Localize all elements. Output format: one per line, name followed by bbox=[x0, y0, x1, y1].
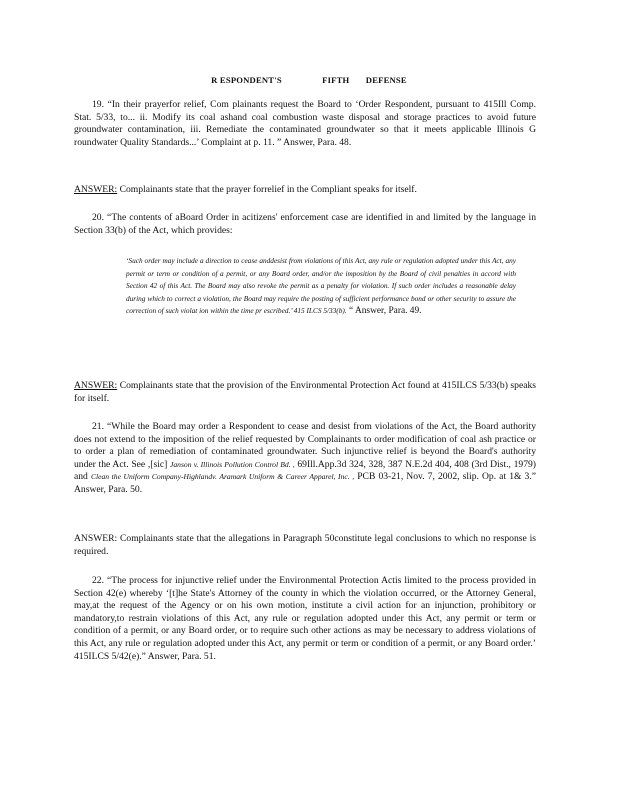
answer-label: ANSWER: bbox=[74, 380, 118, 391]
answer-text: Complainants state that the prayer forrelief in the Compliant speaks for itself. bbox=[117, 184, 417, 195]
case-citation-clean-the-uniform: Clean the Uniform Company-Highlandv. Aramark Uniform & Career Apparel, Inc. , bbox=[90, 472, 355, 482]
section-heading bbox=[0, 75, 618, 85]
paragraph-21-text-c: PCB 03-21, Nov. 7, 2002, slip. Op. at 1& 3.” Answer, Para. 50. bbox=[74, 471, 536, 495]
paragraph-22: 22. “The process for injunctive relief under the Environmental Protection Actis limited to the process provided in Section 42(e) whereby ‘[t]he State's Attorney of the county in which the violation occurred, or the Attorney General, may,at the request of the Agency or on his own motion, institute a civil action for an injunction, prohibitory or mandatory,to restrain violations of this Act, any rule or regulation adopted under this Act, any permit or term or condition of a permit, or any Board order, or to require such other actions as may be necessary to address violations of this Act, any rule or regulation adopted under this Act, any permit or term or condition of a permit, or any Board order.’ 415ILCS 5/42(e).” Answer, Para. 51. bbox=[74, 575, 536, 662]
answer-text: Complainants state that the allegations in Paragraph 50constitute legal conclusions to which no response is required. bbox=[74, 533, 536, 557]
heading-word-defense: DEFENSE bbox=[365, 75, 407, 85]
answer-label-plain: ANSWER: bbox=[74, 533, 118, 544]
block-quote-section-33b bbox=[126, 255, 516, 318]
answer-paragraph-50 bbox=[74, 533, 536, 558]
answer-paragraph-48 bbox=[74, 184, 536, 197]
heading-word-fifth: FIFTH bbox=[322, 75, 350, 85]
answer-paragraph-49 bbox=[74, 380, 536, 405]
quote-text: ‘Such order may include a direction to cease anddesist from violations of this Act, any rule or regulation adopted under this Act, any permit or term or condition of a permit, or any Board order, and/or the imposition by the Board of civil penalties in accord with Section 42 of this Act. The Board may also revoke the permit as a penalty for violation. If such order includes a reasonable delay during which to correct a violation, the Board may require the posting of sufficient performance bond or other security to assure the correction of such violat ion within the time pr escribed.’ 415 ILCS 5/33(b). bbox=[126, 256, 516, 316]
quote-citation: “ Answer, Para. 49. bbox=[346, 306, 422, 317]
paragraph-21 bbox=[74, 421, 536, 497]
paragraph-20: 20. “The contents of aBoard Order in acitizens' enforcement case are identified in and limited by the language in Section 33(b) of the Act, which provides: bbox=[74, 212, 536, 236]
paragraph-21-text-a: 21. “While the Board may order a Respondent to cease and desist from violations of the Act, the Board authority does not extend to the imposition of the relief requested by Complainants to order modification of coal ash practice or to order a plan of remediation of contaminated groundwater. Such injunctive relief is beyond the Board's authority under the Act. See ,[sic] bbox=[74, 421, 536, 470]
answer-text: Complainants state that the provision of the Environmental Protection Act found at 415ILCS 5/33(b) speaks for itself. bbox=[74, 380, 536, 404]
answer-label: ANSWER: bbox=[74, 184, 118, 195]
heading-word-respondents: R ESPONDENT'S bbox=[211, 75, 282, 85]
paragraph-21-text-b: 69Ill.App.3d 324, 328, 387 N.E.2d 404, 408 (3rd Dist., 1979) and bbox=[74, 458, 536, 483]
paragraph-19: 19. “In their prayerfor relief, Com plainants request the Board to ‘Order Respondent, pursuant to 415Ill Comp. Stat. 5/33, to... ii. Modify its coal ashand coal combustion waste disposal and storage practices to avoid future groundwater contamination, iii. Remediate the contaminated groundwater so that it meets applicable Illinois G roundwater Quality Standards...’ Complaint at p. 11. ” Answer, Para. 48. bbox=[74, 99, 536, 148]
case-citation-janson: Janson v. Illinois Pollution Control Bd. , bbox=[170, 459, 295, 469]
